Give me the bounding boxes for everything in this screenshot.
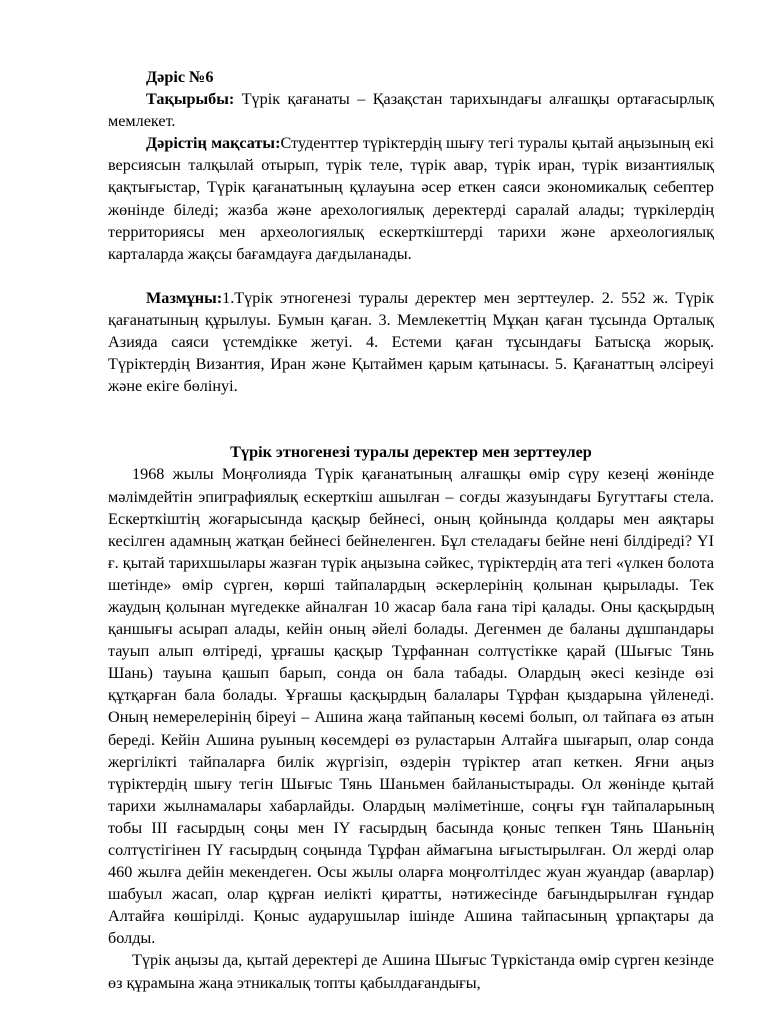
topic-label: Тақырыбы: <box>146 90 235 109</box>
goal-label: Дәрістің мақсаты: <box>146 134 281 153</box>
spacer <box>108 397 714 441</box>
lecture-goal <box>108 132 714 265</box>
section-paragraph-1: 1968 жылы Моңғолияда Түрік қағанатының алғашқы өмір сүру кезеңі жөнінде мәлімдейтін эпиграфиялық ескерткіш ашылған – соғды жазуындағы Бугуттағы стела. Ескерткіштің жоғарысында қасқыр бейнесі, оның қойнында қолдары мен аяқтары кесілген адамның жатқан бейнесі бейнеленген. Бұл стеладағы бейне нені білдіреді? YI ғ. қытай тарихшылары жазған түрік аңызына сәйкес, түріктердің ата тегі «үлкен болота шетінде» өмір сүрген, көрші тайпалардың әскерлерінің қолынан қырылады. Тек жаудың қолынан мүгедекке айналған 10 жасар бала ғана тірі қалады. Оны қасқырдың қаншығы асырап алады, кейін оның әйелі болады. Дегенмен де баланы дұшпандары тауып алып өлтіреді, ұрғашы қасқыр Тұрфаннан солтүстікке қарай (Шығыс Тянь Шань) тауына қашып барып, сонда он бала табады. Олардың әкесі кезінде өзі құтқарған бала болады. Ұрғашы қасқырдың балалары Тұрфан қыздарына үйленеді. Оның немерелерінің біреуі – Ашина жаңа тайпаның көсемі болып, ол тайпаға өз атын береді. Кейін Ашина руының көсемдері өз руластарын Алтайға шығарып, олар сонда жергілікті тайпаларға билік жүргізіп, өздерін түріктер атап кеткен. Яғни аңыз түріктердің шығу тегін Шығыс Тянь Шаньмен байланыстырады. Ол жөнінде қытай тарихи жылнамалары хабарлайды. Олардың мәліметінше, соңғы ғұн тайпаларының тобы III ғасырдың соңы мен IY ғасырдың басында қоныс тепкен Тянь Шаньнің солтүстігінен IY ғасырдың соңында Тұрфан аймағына ығыстырылған. Ол жерді олар 460 жылға дейін мекендеген. Осы жылы оларға моңғолтілдес жуан жуандар (аварлар) шабуыл жасап, олар құрған иелікті қиратты, нәтижесінде бағындырылған ғұндар Алтайға көшірілді. Қоныс аударушылар ішінде Ашина тайпасының ұрпақтары да болды. <box>108 465 714 948</box>
content-text: 1.Түрік этногенезі туралы деректер мен зерттеулер. 2. 552 ж. Түрік қағанатының құрылуы. Бумын қаған. 3. Мемлекеттің Мұқан қаған тұсында Орталық Азияда саяси үстемдікке жетуі. 4. Естеми қаған тұсындағы Батысқа жорық. Түріктердің Византия, Иран және Қытаймен қарым қатынасы. 5. Қағанаттың әлсіреуі және екіге бөлінуі. <box>108 288 714 396</box>
lecture-topic <box>108 88 714 132</box>
spacer <box>108 265 714 287</box>
lecture-number: Дәріс №6 <box>146 68 214 86</box>
goal-text: Студенттер түріктердің шығу тегі туралы қытай аңызының екі версиясын талқылай отырып, түрік теле, түрік авар, түрік иран, түрік византиялық қақтығыстар, Түрік қағанатының құлауына әсер еткен саяси экономикалық себептер жөнінде біледі; жазба және арехологиялық деректерді саралай алады; түркілердің территориясы мен археологиялық ескерткіштерді тарихи және археологиялық карталарда жақсы бағамдауға дағдыланады. <box>108 134 715 263</box>
section-paragraph-2: Түрік аңызы да, қытай деректері де Ашина Шығыс Түркістанда өмір сүрген кезінде өз құрамына жаңа этникалық топты қабылдағандығы, <box>108 951 714 992</box>
topic-text: Түрік қағанаты – Қазақстан тарихындағы алғашқы ортағасырлық мемлекет. <box>108 90 714 131</box>
lecture-content <box>108 287 714 397</box>
content-label: Мазмұны: <box>146 288 223 307</box>
section-title: Түрік этногенезі туралы деректер мен зерттеулер <box>230 443 592 462</box>
document-page <box>108 66 714 994</box>
